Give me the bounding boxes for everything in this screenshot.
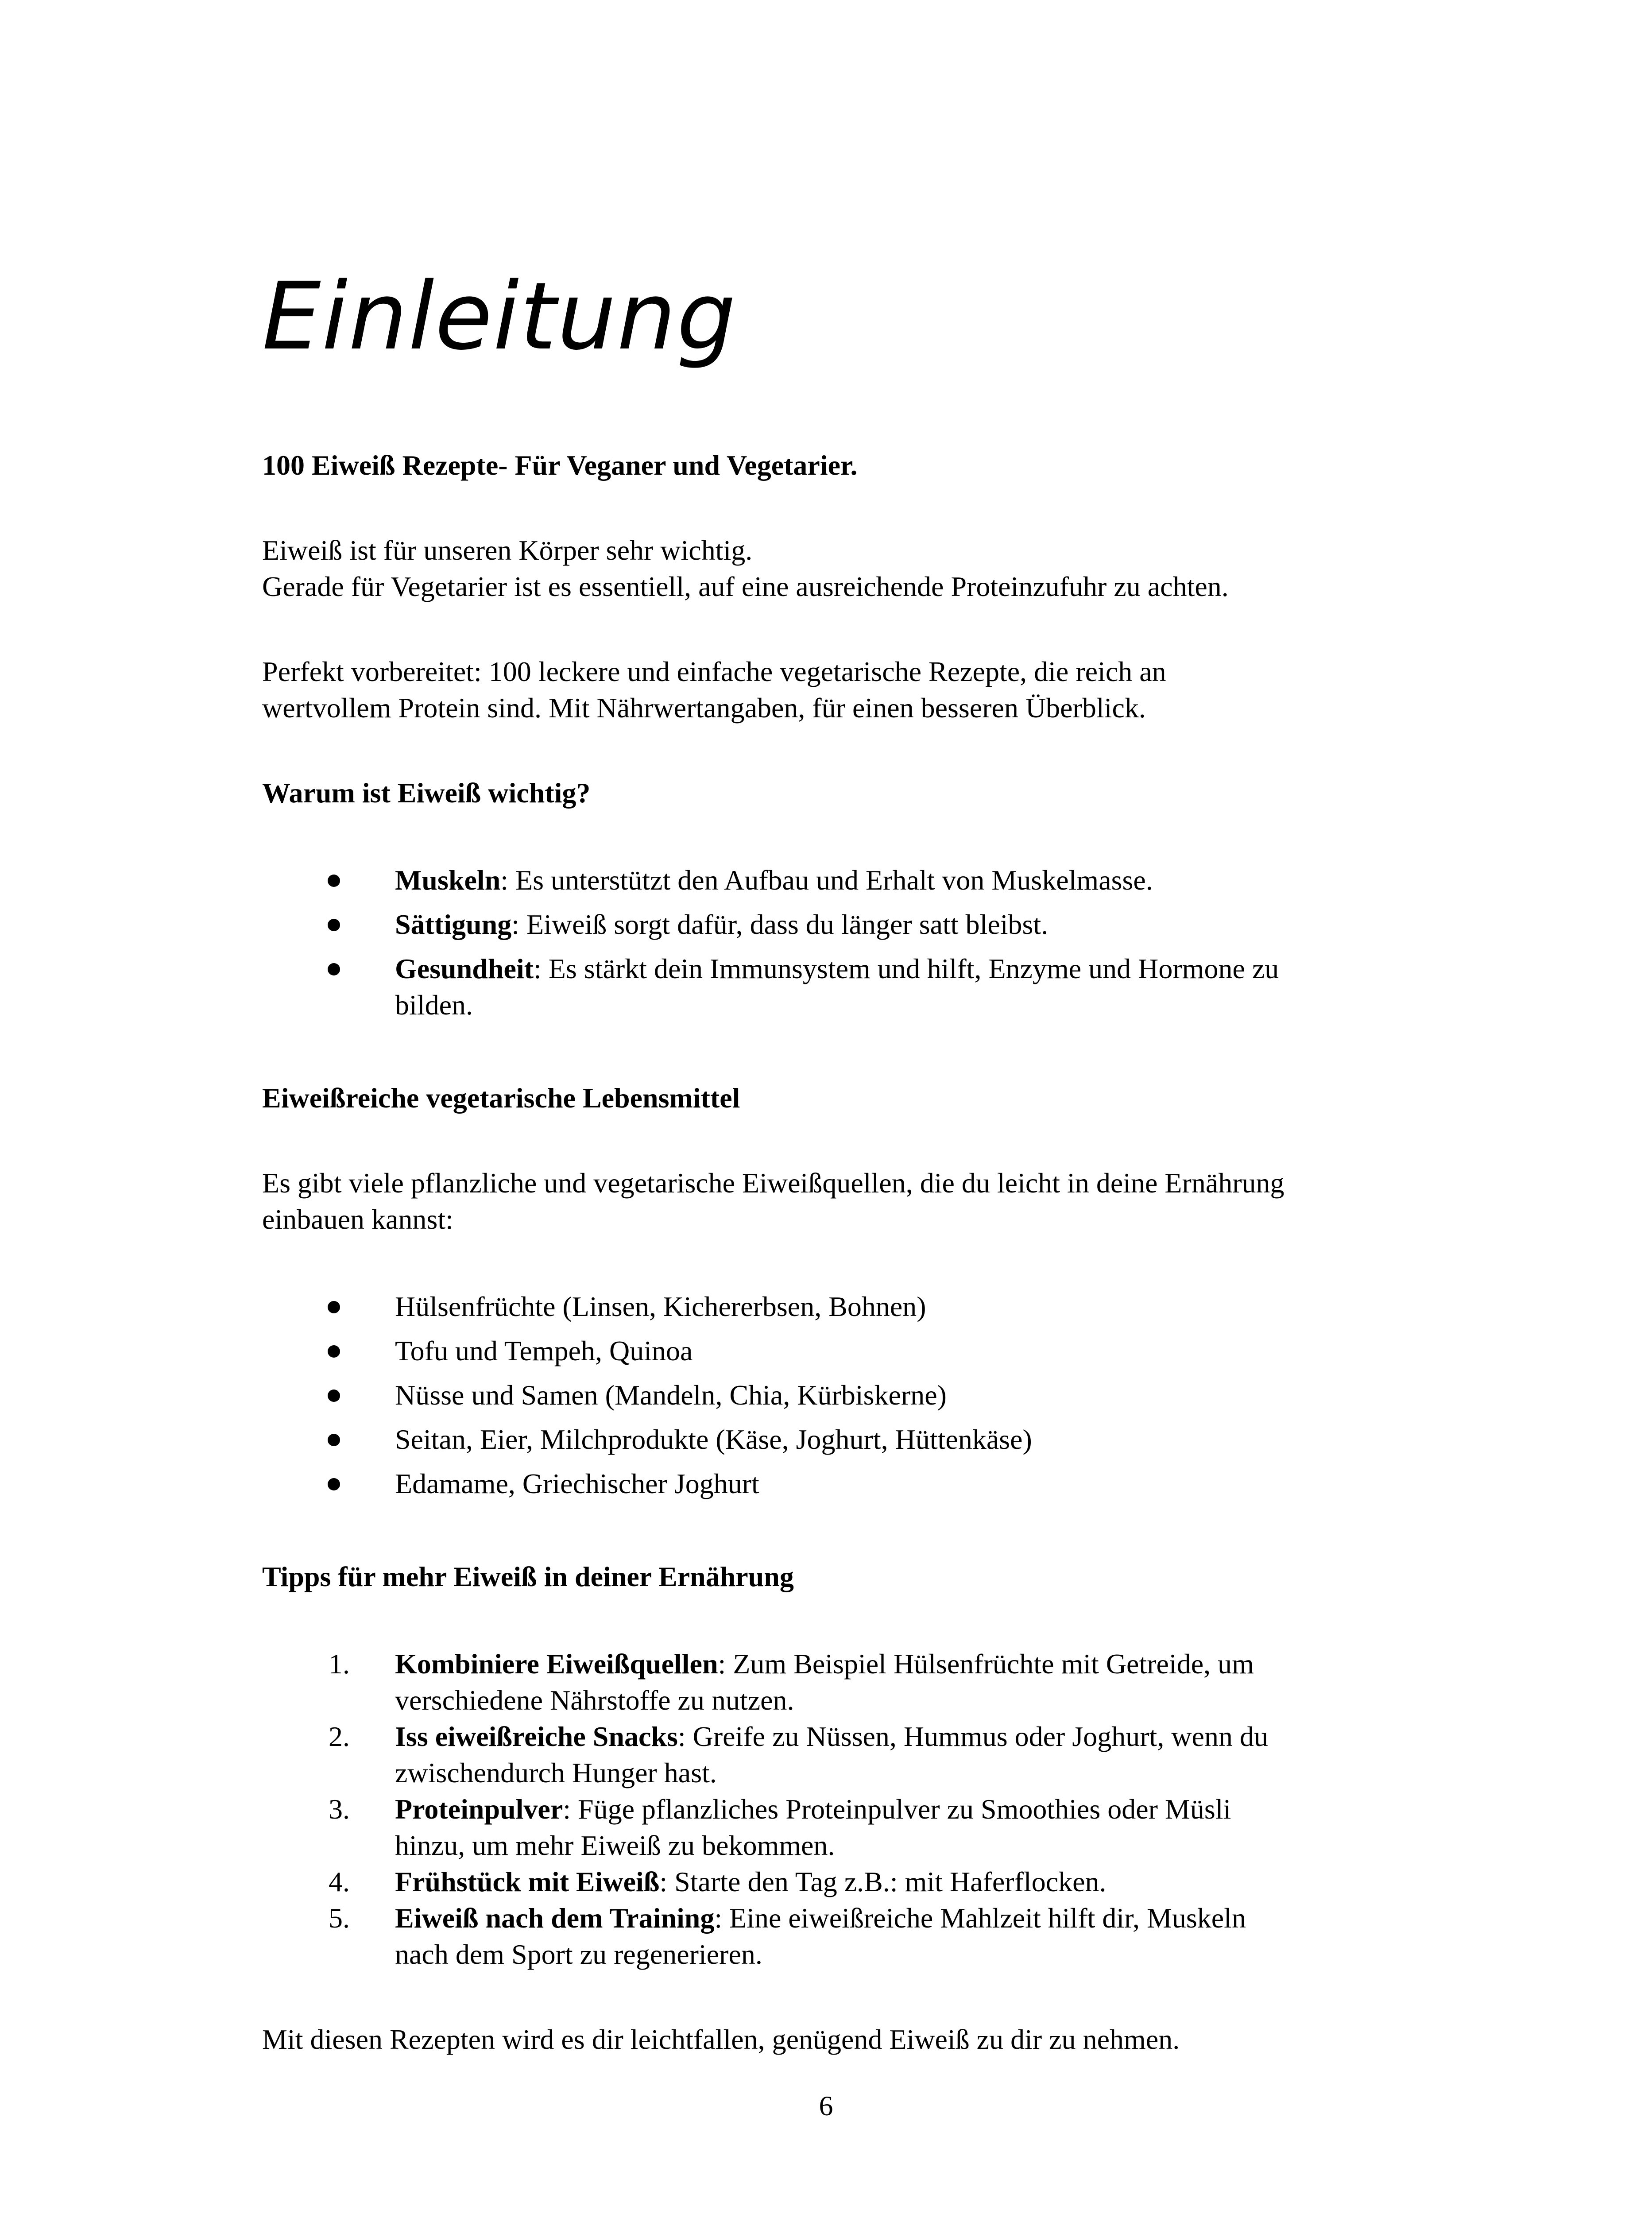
list-item-text: Seitan, Eier, Milchprodukte (Käse, Joghurt, Hüttenkäse) [395,1424,1032,1455]
numbered-item-text: : Füge pflanzliches Proteinpulver zu Smoothies oder Müsli [563,1793,1231,1825]
item-number: 5. [329,1902,350,1934]
list-item-text: : Es unterstützt den Aufbau und Erhalt von Muskelmasse. [500,864,1153,896]
list-item-text: : Eiweiß sorgt dafür, dass du länger satt bleibst. [511,909,1048,940]
bullet-icon [328,1434,340,1446]
list-item [262,1466,1413,1502]
bullet-icon [328,919,340,931]
bullet-icon [328,1301,340,1313]
numbered-item-text-continued: zwischendurch Hunger hast. [395,1757,717,1788]
list-item [262,1421,1413,1458]
page-content [262,447,1413,2058]
list-item-text: : Es stärkt dein Immunsystem und hilft, Enzyme und Hormone zu [533,953,1279,984]
list-item [262,1333,1413,1369]
list-item-term: Sättigung [395,909,512,940]
why-list [262,862,1413,1023]
list-item-text: Hülsenfrüchte (Linsen, Kichererbsen, Bohnen) [395,1291,926,1322]
foods-intro-line-1: Es gibt viele pflanzliche und vegetarische Eiweißquellen, die du leicht in deine Ernährung [262,1167,1284,1199]
list-item [262,862,1413,898]
numbered-item-term: Kombiniere Eiweißquellen [395,1648,718,1680]
section-heading-why: Warum ist Eiweiß wichtig? [262,777,591,809]
list-item [262,1377,1413,1413]
bullet-icon [328,1345,340,1358]
numbered-item-text: : Starte den Tag z.B.: mit Haferflocken. [659,1866,1106,1897]
foods-list [262,1289,1413,1502]
intro-line-1: Eiweiß ist für unseren Körper sehr wichtig. [262,534,753,566]
page-number: 6 [819,2090,833,2121]
list-item [262,951,1413,1023]
list-item-text: Edamame, Griechischer Joghurt [395,1468,759,1499]
list-item [262,1289,1413,1325]
numbered-item [262,1900,1413,1973]
numbered-item-text-continued: hinzu, um mehr Eiweiß zu bekommen. [395,1830,835,1861]
tips-list [262,1646,1413,1973]
numbered-item-text-continued: verschiedene Nährstoffe zu nutzen. [395,1684,794,1716]
item-number: 2. [329,1721,350,1752]
numbered-item-term: Iss eiweißreiche Snacks [395,1721,678,1752]
bullet-icon [328,1390,340,1402]
section-heading-foods: Eiweißreiche vegetarische Lebensmittel [262,1082,740,1114]
book-subtitle: 100 Eiweiß Rezepte- Für Veganer und Vegetarier. [262,449,858,481]
numbered-item-term: Frühstück mit Eiweiß [395,1866,660,1897]
item-number: 4. [329,1866,350,1897]
item-number: 1. [329,1648,350,1680]
bullet-icon [328,963,340,975]
list-item-term: Muskeln [395,864,501,896]
closing-sentence: Mit diesen Rezepten wird es dir leichtfallen, genügend Eiweiß zu dir zu nehmen. [262,2024,1180,2055]
numbered-item-term: Eiweiß nach dem Training [395,1902,715,1934]
chapter-title: Einleitung [262,262,737,371]
list-item-text: Nüsse und Samen (Mandeln, Chia, Kürbiskerne) [395,1379,947,1411]
item-number: 3. [329,1793,350,1825]
section-heading-tips: Tipps für mehr Eiweiß in deiner Ernährung [262,1561,794,1592]
numbered-item-text-continued: nach dem Sport zu regenerieren. [395,1939,762,1970]
numbered-item [262,1791,1413,1864]
intro-line-2: Gerade für Vegetarier ist es essentiell, auf eine ausreichende Proteinzufuhr zu achten. [262,571,1229,602]
list-item [262,906,1413,943]
numbered-item [262,1719,1413,1791]
list-item-term: Gesundheit [395,953,534,984]
prepared-line-1: Perfekt vorbereitet: 100 leckere und einfache vegetarische Rezepte, die reich an [262,656,1166,687]
list-item-text-continued: bilden. [395,989,473,1021]
numbered-item [262,1646,1413,1719]
foods-intro-line-2: einbauen kannst: [262,1204,453,1235]
numbered-item-text: : Greife zu Nüssen, Hummus oder Joghurt, wenn du [677,1721,1268,1752]
numbered-item-term: Proteinpulver [395,1793,563,1825]
bullet-icon [328,875,340,887]
prepared-line-2: wertvollem Protein sind. Mit Nährwertangaben, für einen besseren Überblick. [262,692,1146,724]
numbered-item [262,1864,1413,1900]
numbered-item-text: : Zum Beispiel Hülsenfrüchte mit Getreide, um [718,1648,1254,1680]
bullet-icon [328,1478,340,1490]
list-item-text: Tofu und Tempeh, Quinoa [395,1335,693,1366]
numbered-item-text: : Eine eiweißreiche Mahlzeit hilft dir, Muskeln [714,1902,1246,1934]
